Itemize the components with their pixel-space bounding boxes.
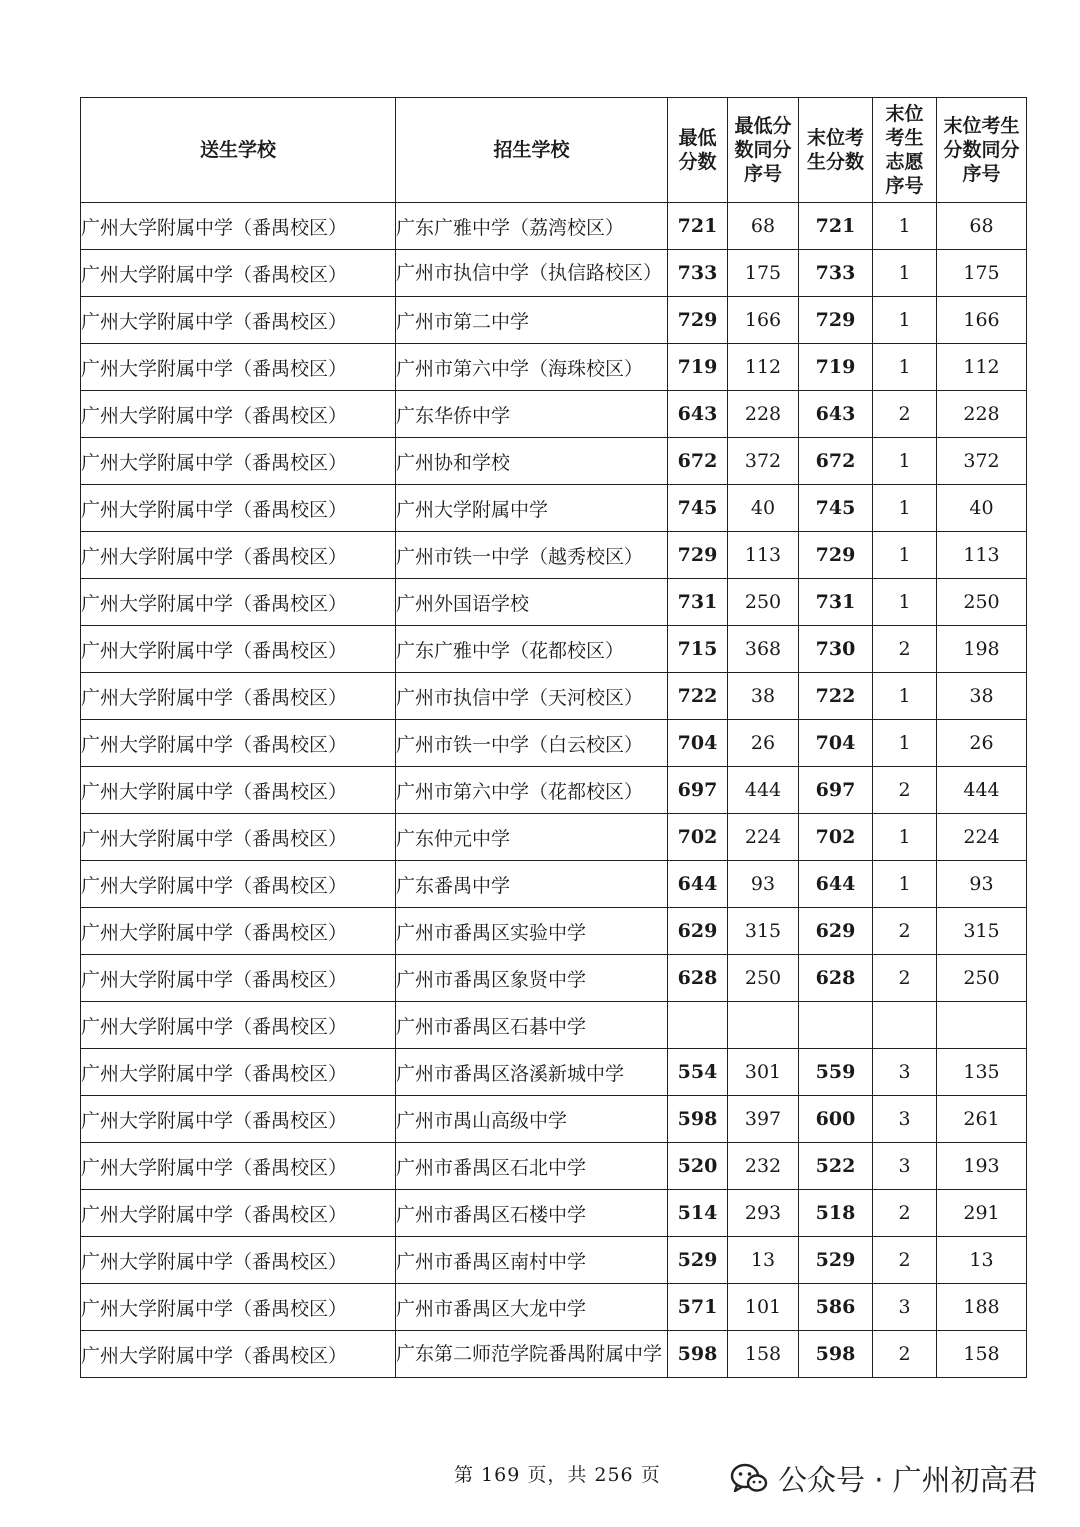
cell-min-score-rank: 232 <box>728 1143 799 1190</box>
cell-last-score-rank: 26 <box>937 720 1027 767</box>
cell-last-choice: 1 <box>873 861 937 908</box>
cell-last-score: 733 <box>799 250 873 297</box>
cell-last-score: 730 <box>799 626 873 673</box>
cell-min-score-rank: 315 <box>728 908 799 955</box>
cell-last-score: 598 <box>799 1331 873 1378</box>
cell-min-score: 704 <box>668 720 728 767</box>
cell-min-score-rank: 397 <box>728 1096 799 1143</box>
cell-receiver-school: 广州市执信中学（天河校区） <box>396 673 668 720</box>
cell-last-score-rank <box>937 1002 1027 1049</box>
cell-min-score: 628 <box>668 955 728 1002</box>
header-last-score-rank: 末位考生分数同分序号 <box>937 98 1027 203</box>
cell-receiver-school: 广州市执信中学（执信路校区） <box>396 250 668 297</box>
cell-min-score: 520 <box>668 1143 728 1190</box>
watermark-text: 公众号 · 广州初高君 <box>778 1463 1038 1497</box>
cell-min-score-rank: 112 <box>728 344 799 391</box>
table-body <box>81 203 1027 1378</box>
cell-min-score: 729 <box>668 532 728 579</box>
cell-sender-school: 广州大学附属中学（番禺校区） <box>81 438 396 485</box>
cell-sender-school: 广州大学附属中学（番禺校区） <box>81 297 396 344</box>
cell-receiver-school: 广东华侨中学 <box>396 391 668 438</box>
cell-receiver-school: 广州市番禺区大龙中学 <box>396 1284 668 1331</box>
cell-last-score: 522 <box>799 1143 873 1190</box>
cell-last-choice: 1 <box>873 485 937 532</box>
table-row <box>81 1190 1027 1237</box>
table-row <box>81 814 1027 861</box>
cell-min-score-rank: 113 <box>728 532 799 579</box>
cell-min-score: 644 <box>668 861 728 908</box>
table-row <box>81 203 1027 250</box>
cell-last-choice: 2 <box>873 1237 937 1284</box>
cell-min-score-rank: 38 <box>728 673 799 720</box>
cell-min-score: 719 <box>668 344 728 391</box>
cell-last-score-rank: 291 <box>937 1190 1027 1237</box>
cell-receiver-school: 广州市番禺区石楼中学 <box>396 1190 668 1237</box>
cell-receiver-school: 广州市禺山高级中学 <box>396 1096 668 1143</box>
cell-min-score: 554 <box>668 1049 728 1096</box>
cell-last-score: 729 <box>799 297 873 344</box>
cell-min-score-rank: 444 <box>728 767 799 814</box>
cell-sender-school: 广州大学附属中学（番禺校区） <box>81 1284 396 1331</box>
cell-last-score: 731 <box>799 579 873 626</box>
cell-receiver-school: 广东番禺中学 <box>396 861 668 908</box>
cell-sender-school: 广州大学附属中学（番禺校区） <box>81 203 396 250</box>
cell-receiver-school: 广州市第六中学（花都校区） <box>396 767 668 814</box>
cell-receiver-school: 广州市番禺区石碁中学 <box>396 1002 668 1049</box>
cell-min-score-rank: 175 <box>728 250 799 297</box>
cell-last-score: 672 <box>799 438 873 485</box>
cell-min-score-rank: 93 <box>728 861 799 908</box>
cell-min-score-rank: 368 <box>728 626 799 673</box>
cell-last-choice: 1 <box>873 720 937 767</box>
cell-receiver-school: 广州市番禺区实验中学 <box>396 908 668 955</box>
cell-last-score: 721 <box>799 203 873 250</box>
cell-sender-school: 广州大学附属中学（番禺校区） <box>81 814 396 861</box>
cell-sender-school: 广州大学附属中学（番禺校区） <box>81 1049 396 1096</box>
cell-sender-school: 广州大学附属中学（番禺校区） <box>81 579 396 626</box>
cell-last-score-rank: 188 <box>937 1284 1027 1331</box>
cell-last-choice: 3 <box>873 1049 937 1096</box>
cell-last-choice: 2 <box>873 1190 937 1237</box>
table-row <box>81 908 1027 955</box>
cell-sender-school: 广州大学附属中学（番禺校区） <box>81 344 396 391</box>
cell-min-score-rank: 166 <box>728 297 799 344</box>
cell-min-score-rank: 158 <box>728 1331 799 1378</box>
cell-last-score-rank: 135 <box>937 1049 1027 1096</box>
cell-min-score-rank: 13 <box>728 1237 799 1284</box>
table-row <box>81 1331 1027 1378</box>
table-row <box>81 861 1027 908</box>
cell-sender-school: 广州大学附属中学（番禺校区） <box>81 1190 396 1237</box>
cell-last-score: 702 <box>799 814 873 861</box>
cell-sender-school: 广州大学附属中学（番禺校区） <box>81 955 396 1002</box>
cell-last-score <box>799 1002 873 1049</box>
cell-last-score-rank: 250 <box>937 955 1027 1002</box>
cell-sender-school: 广州大学附属中学（番禺校区） <box>81 861 396 908</box>
cell-sender-school: 广州大学附属中学（番禺校区） <box>81 908 396 955</box>
header-receiver-school: 招生学校 <box>396 98 668 203</box>
cell-receiver-school: 广州协和学校 <box>396 438 668 485</box>
header-sender-school: 送生学校 <box>81 98 396 203</box>
cell-min-score-rank: 26 <box>728 720 799 767</box>
admissions-table <box>80 97 1027 1378</box>
cell-last-score-rank: 224 <box>937 814 1027 861</box>
cell-last-choice: 1 <box>873 438 937 485</box>
table-row <box>81 720 1027 767</box>
cell-last-choice: 2 <box>873 626 937 673</box>
cell-last-score-rank: 250 <box>937 579 1027 626</box>
cell-min-score-rank: 228 <box>728 391 799 438</box>
cell-min-score: 733 <box>668 250 728 297</box>
cell-last-score: 643 <box>799 391 873 438</box>
cell-min-score: 598 <box>668 1096 728 1143</box>
cell-last-score: 529 <box>799 1237 873 1284</box>
cell-min-score-rank: 372 <box>728 438 799 485</box>
cell-last-choice: 1 <box>873 203 937 250</box>
cell-min-score-rank: 101 <box>728 1284 799 1331</box>
cell-min-score-rank: 40 <box>728 485 799 532</box>
cell-last-score-rank: 68 <box>937 203 1027 250</box>
cell-last-score-rank: 444 <box>937 767 1027 814</box>
cell-min-score-rank: 250 <box>728 955 799 1002</box>
cell-receiver-school: 广州大学附属中学 <box>396 485 668 532</box>
cell-receiver-school: 广州外国语学校 <box>396 579 668 626</box>
cell-last-score: 559 <box>799 1049 873 1096</box>
table-row <box>81 297 1027 344</box>
cell-last-choice: 2 <box>873 767 937 814</box>
cell-min-score-rank: 293 <box>728 1190 799 1237</box>
cell-last-choice: 2 <box>873 391 937 438</box>
cell-receiver-school: 广东广雅中学（花都校区） <box>396 626 668 673</box>
cell-receiver-school: 广州市第二中学 <box>396 297 668 344</box>
wechat-icon <box>730 1463 768 1495</box>
cell-last-score: 729 <box>799 532 873 579</box>
cell-last-score: 628 <box>799 955 873 1002</box>
table-row <box>81 1002 1027 1049</box>
cell-last-score-rank: 261 <box>937 1096 1027 1143</box>
cell-last-score-rank: 193 <box>937 1143 1027 1190</box>
cell-sender-school: 广州大学附属中学（番禺校区） <box>81 532 396 579</box>
cell-last-score-rank: 113 <box>937 532 1027 579</box>
header-last-score: 末位考生分数 <box>799 98 873 203</box>
cell-last-choice: 1 <box>873 673 937 720</box>
cell-min-score: 629 <box>668 908 728 955</box>
page-number: 第 169 页，共 256 页 <box>454 1464 661 1486</box>
cell-last-choice: 2 <box>873 955 937 1002</box>
cell-receiver-school: 广东第二师范学院番禺附属中学 <box>396 1331 668 1378</box>
cell-min-score: 514 <box>668 1190 728 1237</box>
cell-sender-school: 广州大学附属中学（番禺校区） <box>81 720 396 767</box>
page-footer <box>0 1460 1080 1497</box>
cell-last-score: 518 <box>799 1190 873 1237</box>
table-row <box>81 438 1027 485</box>
cell-last-score-rank: 13 <box>937 1237 1027 1284</box>
cell-min-score: 598 <box>668 1331 728 1378</box>
cell-last-score: 719 <box>799 344 873 391</box>
cell-min-score-rank: 224 <box>728 814 799 861</box>
cell-sender-school: 广州大学附属中学（番禺校区） <box>81 626 396 673</box>
cell-last-score-rank: 372 <box>937 438 1027 485</box>
cell-last-choice: 1 <box>873 532 937 579</box>
cell-last-choice: 1 <box>873 250 937 297</box>
cell-min-score: 715 <box>668 626 728 673</box>
table-row <box>81 250 1027 297</box>
cell-min-score-rank: 68 <box>728 203 799 250</box>
cell-last-score-rank: 38 <box>937 673 1027 720</box>
table-row <box>81 391 1027 438</box>
cell-last-score-rank: 40 <box>937 485 1027 532</box>
table-row <box>81 1096 1027 1143</box>
table-row <box>81 1237 1027 1284</box>
cell-last-score-rank: 93 <box>937 861 1027 908</box>
cell-min-score: 643 <box>668 391 728 438</box>
cell-min-score: 721 <box>668 203 728 250</box>
cell-last-score-rank: 112 <box>937 344 1027 391</box>
cell-last-score-rank: 198 <box>937 626 1027 673</box>
cell-last-choice: 2 <box>873 908 937 955</box>
cell-last-score: 722 <box>799 673 873 720</box>
cell-min-score: 702 <box>668 814 728 861</box>
cell-sender-school: 广州大学附属中学（番禺校区） <box>81 1096 396 1143</box>
cell-last-score-rank: 158 <box>937 1331 1027 1378</box>
cell-last-choice: 3 <box>873 1096 937 1143</box>
cell-last-score-rank: 228 <box>937 391 1027 438</box>
watermark <box>730 1458 1038 1499</box>
cell-sender-school: 广州大学附属中学（番禺校区） <box>81 1331 396 1378</box>
cell-last-choice: 1 <box>873 297 937 344</box>
cell-receiver-school: 广州市番禺区石北中学 <box>396 1143 668 1190</box>
table-row <box>81 344 1027 391</box>
cell-last-score: 586 <box>799 1284 873 1331</box>
cell-sender-school: 广州大学附属中学（番禺校区） <box>81 485 396 532</box>
cell-min-score-rank: 250 <box>728 579 799 626</box>
cell-min-score: 571 <box>668 1284 728 1331</box>
cell-last-score: 704 <box>799 720 873 767</box>
cell-last-choice: 3 <box>873 1143 937 1190</box>
header-min-score-rank: 最低分数同分序号 <box>728 98 799 203</box>
cell-last-choice: 1 <box>873 579 937 626</box>
cell-sender-school: 广州大学附属中学（番禺校区） <box>81 250 396 297</box>
cell-min-score: 731 <box>668 579 728 626</box>
cell-last-score: 697 <box>799 767 873 814</box>
cell-min-score: 745 <box>668 485 728 532</box>
cell-receiver-school: 广州市第六中学（海珠校区） <box>396 344 668 391</box>
cell-sender-school: 广州大学附属中学（番禺校区） <box>81 1237 396 1284</box>
cell-receiver-school: 广州市铁一中学（越秀校区） <box>396 532 668 579</box>
header-min-score: 最低分数 <box>668 98 728 203</box>
table-row <box>81 767 1027 814</box>
table-row <box>81 579 1027 626</box>
cell-sender-school: 广州大学附属中学（番禺校区） <box>81 391 396 438</box>
cell-last-choice: 3 <box>873 1284 937 1331</box>
cell-min-score: 697 <box>668 767 728 814</box>
cell-last-score: 629 <box>799 908 873 955</box>
table-row <box>81 673 1027 720</box>
cell-receiver-school: 广州市铁一中学（白云校区） <box>396 720 668 767</box>
cell-last-score: 644 <box>799 861 873 908</box>
table-row <box>81 1049 1027 1096</box>
cell-sender-school: 广州大学附属中学（番禺校区） <box>81 767 396 814</box>
cell-last-score-rank: 166 <box>937 297 1027 344</box>
table-row <box>81 626 1027 673</box>
cell-last-choice: 1 <box>873 344 937 391</box>
table-row <box>81 1284 1027 1331</box>
header-row <box>81 98 1027 203</box>
cell-min-score: 722 <box>668 673 728 720</box>
cell-receiver-school: 广东广雅中学（荔湾校区） <box>396 203 668 250</box>
header-last-choice: 末位考生志愿序号 <box>873 98 937 203</box>
cell-receiver-school: 广州市番禺区象贤中学 <box>396 955 668 1002</box>
cell-sender-school: 广州大学附属中学（番禺校区） <box>81 673 396 720</box>
cell-last-score-rank: 315 <box>937 908 1027 955</box>
table-row <box>81 485 1027 532</box>
cell-last-score: 745 <box>799 485 873 532</box>
cell-min-score-rank: 301 <box>728 1049 799 1096</box>
cell-min-score-rank <box>728 1002 799 1049</box>
cell-last-score: 600 <box>799 1096 873 1143</box>
cell-min-score <box>668 1002 728 1049</box>
cell-receiver-school: 广州市番禺区南村中学 <box>396 1237 668 1284</box>
cell-min-score: 729 <box>668 297 728 344</box>
table-row <box>81 1143 1027 1190</box>
cell-last-choice: 2 <box>873 1331 937 1378</box>
cell-sender-school: 广州大学附属中学（番禺校区） <box>81 1143 396 1190</box>
cell-receiver-school: 广州市番禺区洛溪新城中学 <box>396 1049 668 1096</box>
cell-receiver-school: 广东仲元中学 <box>396 814 668 861</box>
cell-sender-school: 广州大学附属中学（番禺校区） <box>81 1002 396 1049</box>
cell-min-score: 529 <box>668 1237 728 1284</box>
table-row <box>81 955 1027 1002</box>
table-row <box>81 532 1027 579</box>
cell-last-choice <box>873 1002 937 1049</box>
cell-min-score: 672 <box>668 438 728 485</box>
cell-last-score-rank: 175 <box>937 250 1027 297</box>
cell-last-choice: 1 <box>873 814 937 861</box>
